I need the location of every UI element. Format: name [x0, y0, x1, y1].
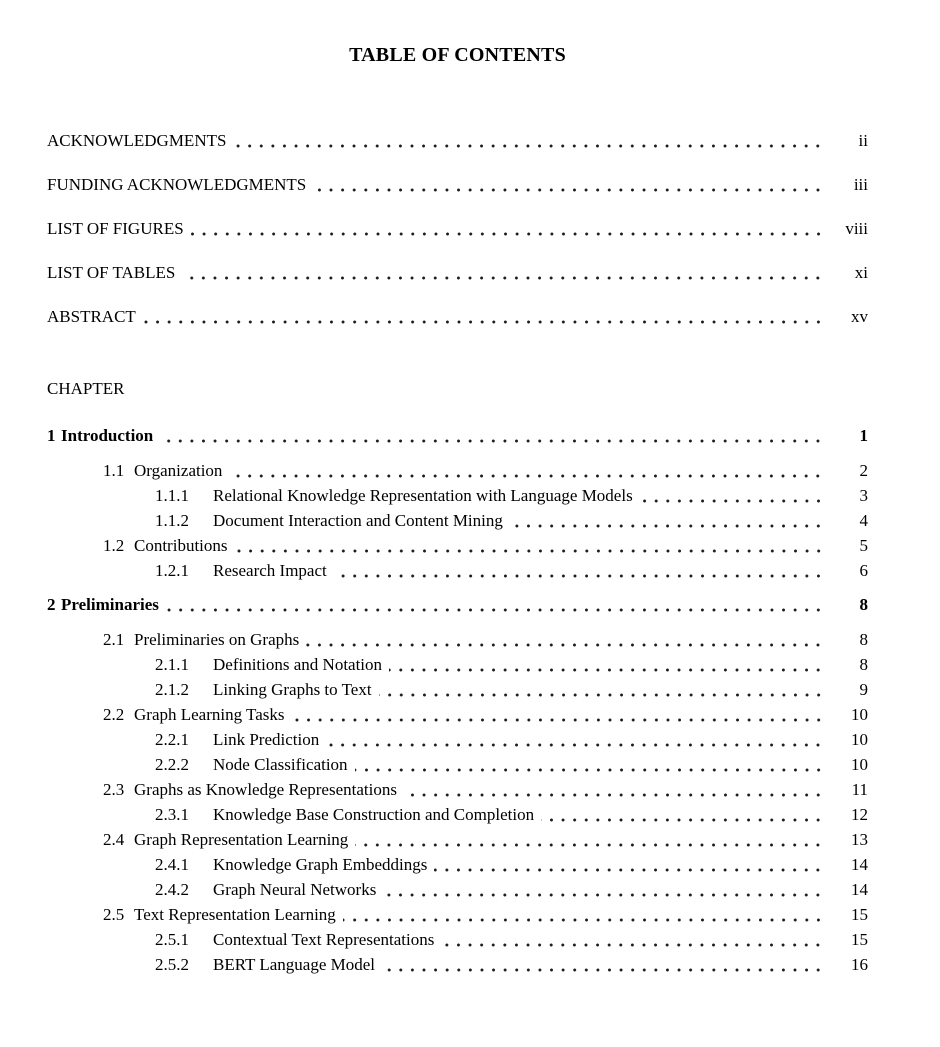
toc-entry-row	[47, 483, 868, 508]
entry-number: 2.2.1	[155, 730, 189, 749]
dot-leader	[382, 968, 824, 972]
entry-number: 2.5.2	[155, 955, 189, 974]
page-number: 11	[851, 780, 868, 799]
front-matter-row	[47, 304, 868, 329]
entry-number: 1.1	[103, 461, 125, 480]
dot-leader	[510, 524, 824, 528]
toc-entry-row	[47, 952, 868, 977]
entry-number: 2.4.1	[155, 855, 189, 874]
toc-entry-row	[47, 752, 868, 777]
entry-number: 2.1	[103, 630, 125, 649]
page-number: 8	[859, 595, 868, 614]
toc-entry-row	[47, 852, 868, 877]
dot-leader	[383, 893, 824, 897]
entry-number: 2.4	[103, 830, 125, 849]
page-number: 6	[859, 561, 868, 580]
dot-leader	[182, 276, 824, 280]
toc-entry-row	[47, 627, 868, 652]
entry-number: 2.2.2	[155, 755, 189, 774]
entry-number: 2.2	[103, 705, 125, 724]
page-number: 10	[851, 705, 868, 724]
page-number: xv	[851, 307, 868, 326]
entry-title: Definitions and Notation	[213, 655, 383, 674]
dot-leader	[326, 743, 824, 747]
dot-leader	[379, 693, 824, 697]
toc-entry-row	[47, 508, 868, 533]
front-matter-row	[47, 128, 868, 153]
front-matter-list	[47, 128, 868, 329]
toc-entry-row	[47, 727, 868, 752]
toc-entry-row	[47, 533, 868, 558]
dot-leader	[441, 943, 824, 947]
entry-number: 2.5	[103, 905, 125, 924]
page-number: ii	[858, 131, 868, 150]
toc-entry-row	[47, 558, 868, 583]
entry-title: Preliminaries	[61, 595, 159, 614]
front-matter-row	[47, 216, 868, 241]
toc-entry-row	[47, 702, 868, 727]
page-number: 8	[859, 630, 868, 649]
toc-entry-row	[47, 877, 868, 902]
dot-leader	[160, 439, 824, 443]
entry-title: Graph Learning Tasks	[134, 705, 285, 724]
page-number: 4	[859, 511, 868, 530]
toc-entry-row	[47, 927, 868, 952]
page-number: 14	[851, 855, 868, 874]
entry-title: Graph Neural Networks	[213, 880, 377, 899]
entry-title: Contributions	[134, 536, 228, 555]
dot-leader	[292, 718, 824, 722]
entry-title: Graphs as Knowledge Representations	[134, 780, 397, 799]
toc-page	[0, 42, 940, 1047]
page-number: 8	[859, 655, 868, 674]
entry-title: Link Prediction	[213, 730, 320, 749]
dot-leader	[355, 768, 824, 772]
dot-leader	[343, 918, 824, 922]
toc-entry-row	[47, 677, 868, 702]
page-number: 15	[851, 905, 868, 924]
dot-leader	[306, 643, 824, 647]
page-number: 5	[859, 536, 868, 555]
entry-number: 2.3	[103, 780, 125, 799]
dot-leader	[313, 188, 824, 192]
page-title: TABLE OF CONTENTS	[349, 44, 566, 66]
dot-leader	[355, 843, 824, 847]
toc-entry-row	[47, 652, 868, 677]
entry-number: 1.1.2	[155, 511, 189, 530]
dot-leader	[541, 818, 824, 822]
entry-number: 2.1.2	[155, 680, 189, 699]
entry-title: Node Classification	[213, 755, 348, 774]
page-number: viii	[845, 219, 868, 238]
entry-title: Linking Graphs to Text	[213, 680, 372, 699]
page-number: 9	[859, 680, 868, 699]
entry-title: Graph Representation Learning	[134, 830, 349, 849]
entry-number: 1.2.1	[155, 561, 189, 580]
dot-leader	[229, 474, 824, 478]
dot-leader	[235, 549, 824, 553]
page-number: xi	[854, 263, 868, 282]
toc-entry-row	[47, 423, 868, 448]
front-matter-row	[47, 172, 868, 197]
entry-number: 2.5.1	[155, 930, 189, 949]
toc-entry-row	[47, 802, 868, 827]
entry-title: Text Representation Learning	[134, 905, 336, 924]
dot-leader	[334, 574, 824, 578]
page-number: 12	[851, 805, 868, 824]
entry-title: Contextual Text Representations	[213, 930, 435, 949]
entry-title: Preliminaries on Graphs	[134, 630, 300, 649]
entry-number: 2.1.1	[155, 655, 189, 674]
dot-leader	[434, 868, 824, 872]
entry-number: 2.3.1	[155, 805, 189, 824]
entry-title: Organization	[134, 461, 223, 480]
dot-leader	[404, 793, 824, 797]
dot-leader	[640, 499, 824, 503]
entry-number: 2.4.2	[155, 880, 189, 899]
entry-number: 1.2	[103, 536, 125, 555]
dot-leader	[166, 608, 824, 612]
entry-number: 1	[47, 426, 56, 445]
entry-title: BERT Language Model	[213, 955, 376, 974]
page-number: 2	[859, 461, 868, 480]
page-number: iii	[853, 175, 868, 194]
toc-entry-row	[47, 827, 868, 852]
page-number: 10	[851, 730, 868, 749]
page-number: 1	[859, 426, 868, 445]
page-number: 13	[851, 830, 868, 849]
toc-entry-row	[47, 592, 868, 617]
page-number: 3	[859, 486, 868, 505]
toc-entry-row	[47, 902, 868, 927]
entry-number: 2	[47, 595, 56, 614]
entry-title: Knowledge Base Construction and Completion	[213, 805, 535, 824]
toc-entry-row	[47, 458, 868, 483]
dot-leader	[191, 232, 824, 236]
entry-title: Document Interaction and Content Mining	[213, 511, 503, 530]
entry-label: LIST OF FIGURES	[47, 219, 184, 238]
page-number: 16	[851, 955, 868, 974]
entry-label: FUNDING ACKNOWLEDGMENTS	[47, 175, 307, 194]
dot-leader	[233, 144, 824, 148]
dot-leader	[389, 668, 824, 672]
entry-number: 1.1.1	[155, 486, 189, 505]
entry-label: ACKNOWLEDGMENTS	[47, 131, 227, 150]
page-number: 15	[851, 930, 868, 949]
toc-entry-row	[47, 777, 868, 802]
chapter-heading: CHAPTER	[47, 379, 125, 398]
page-number: 10	[851, 755, 868, 774]
page-number: 14	[851, 880, 868, 899]
entry-title: Knowledge Graph Embeddings	[213, 855, 428, 874]
front-matter-row	[47, 260, 868, 285]
entry-label: ABSTRACT	[47, 307, 136, 326]
entry-title: Relational Knowledge Representation with Language Models	[213, 486, 633, 505]
entry-title: Research Impact	[213, 561, 327, 580]
dot-leader	[143, 320, 824, 324]
chapter-entries-list	[47, 423, 868, 977]
entry-title: Introduction	[61, 426, 154, 445]
entry-label: LIST OF TABLES	[47, 263, 176, 282]
